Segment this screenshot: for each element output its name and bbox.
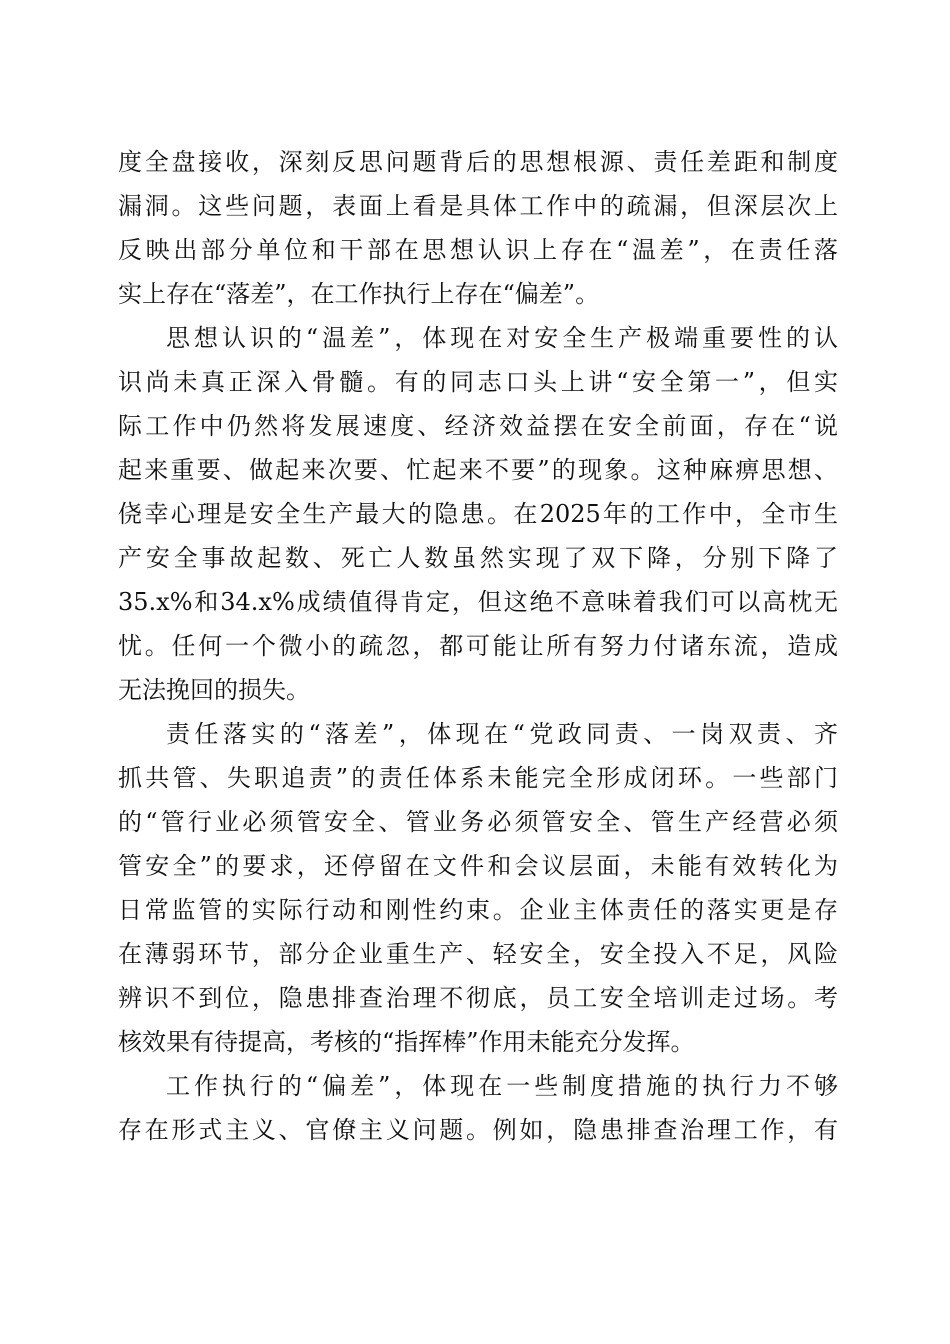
- text-line: 际工作中仍然将发展速度、经济效益摆在安全前面，存在“说: [118, 412, 838, 440]
- text-line: 在薄弱环节，部分企业重生产、轻安全，安全投入不足，风险: [118, 940, 838, 968]
- text-line: 核效果有待提高，考核的“指挥棒”作用未能充分发挥。: [118, 1028, 695, 1056]
- text-line: 35.x%和34.x%成绩值得肯定，但这绝不意味着我们可以高枕无: [118, 588, 838, 616]
- text-line: 漏洞。这些问题，表面上看是具体工作中的疏漏，但深层次上: [118, 192, 838, 220]
- document-body: [118, 140, 838, 1152]
- text-line: 的“管行业必须管安全、管业务必须管安全、管生产经营必须: [118, 808, 838, 836]
- paragraph-responsibility-gap: [118, 712, 838, 1064]
- text-line: 侥幸心理是安全生产最大的隐患。在2025年的工作中，全市生: [118, 500, 838, 528]
- paragraph-continuation: [118, 140, 838, 316]
- text-line: 无法挽回的损失。: [118, 676, 310, 704]
- text-line: 日常监管的实际行动和刚性约束。企业主体责任的落实更是存: [118, 896, 838, 924]
- text-line: 起来重要、做起来次要、忙起来不要”的现象。这种麻痹思想、: [118, 456, 838, 484]
- text-line: 忧。任何一个微小的疏忽，都可能让所有努力付诸东流，造成: [118, 632, 838, 660]
- text-line: 实上存在“落差”，在工作执行上存在“偏差”。: [118, 280, 600, 308]
- text-line: 辨识不到位，隐患排查治理不彻底，员工安全培训走过场。考: [118, 984, 838, 1012]
- text-line: 思想认识的“温差”，体现在对安全生产极端重要性的认: [166, 324, 838, 352]
- text-line: 工作执行的“偏差”，体现在一些制度措施的执行力不够: [166, 1072, 838, 1100]
- text-line: 抓共管、失职追责”的责任体系未能完全形成闭环。一些部门: [118, 764, 838, 792]
- text-line: 识尚未真正深入骨髓。有的同志口头上讲“安全第一”，但实: [118, 368, 838, 396]
- text-line: 责任落实的“落差”，体现在“党政同责、一岗双责、齐: [166, 720, 838, 748]
- text-line: 管安全”的要求，还停留在文件和会议层面，未能有效转化为: [118, 852, 838, 880]
- text-line: 存在形式主义、官僚主义问题。例如，隐患排查治理工作，有: [118, 1116, 838, 1144]
- text-line: 产安全事故起数、死亡人数虽然实现了双下降，分别下降了: [118, 544, 838, 572]
- text-line: 度全盘接收，深刻反思问题背后的思想根源、责任差距和制度: [118, 148, 838, 176]
- text-line: 反映出部分单位和干部在思想认识上存在“温差”，在责任落: [118, 236, 838, 264]
- paragraph-thinking-gap: [118, 316, 838, 712]
- paragraph-execution-gap: [118, 1064, 838, 1152]
